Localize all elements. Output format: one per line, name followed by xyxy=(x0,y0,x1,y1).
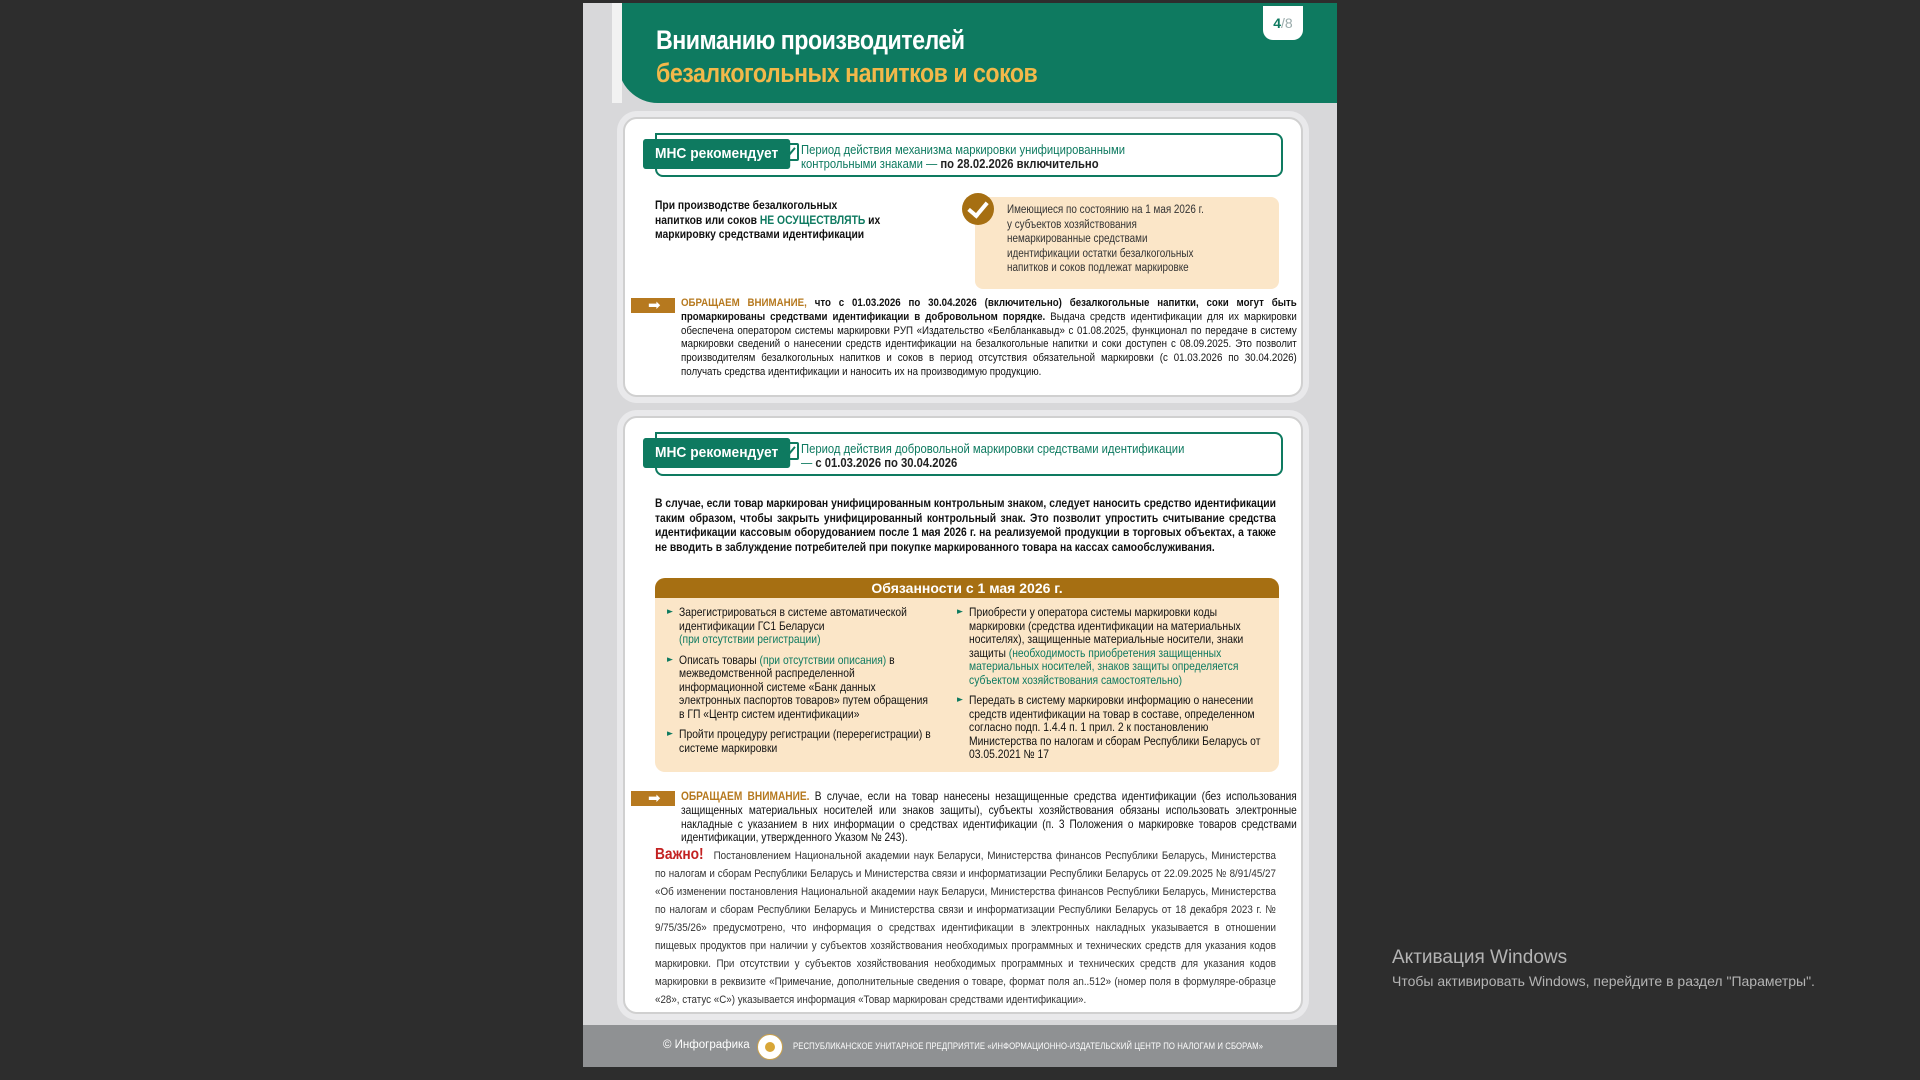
duty-text: Пройти процедуру регистрации (перерегистрации) в системе маркировки xyxy=(679,727,931,755)
attention-paragraph xyxy=(681,297,1297,380)
windows-activation-watermark xyxy=(1392,947,1815,989)
duty-text: Передать в систему маркировки информацию о нанесении средств идентификации на товар в составе, определенном согласно подп. 1.4.4 п. 1 прил. 2 к постановлению Министерства по налогам и сборам Республики Беларусь от 03.05.2021 № 17 xyxy=(969,693,1261,761)
duty-text: Зарегистрироваться в системе автоматической идентификации ГС1 Беларуси xyxy=(679,605,907,633)
duty-note: (необходимость приобретения защищенных материальных носителей, знаков защиты определяется субъектом хозяйствования самостоятельно) xyxy=(969,645,1239,687)
recommendation-text-main: Период действия добровольной маркировки средствами идентификации — xyxy=(801,442,1185,470)
footer-organization: РЕСПУБЛИКАНСКОЕ УНИТАРНОЕ ПРЕДПРИЯТИЕ «ИНФОРМАЦИОННО-ИЗДАТЕЛЬСКИЙ ЦЕНТР ПО НАЛОГАМ И СБОРАМ» xyxy=(793,1041,1264,1051)
attention-bold-text: что с 01.03.2026 по 30.04.2026 (включительно) безалкогольные напитки, соки могут быть промаркированы средствами идентификации в добровольном порядке. xyxy=(681,297,1297,323)
recommendation-text-date: с 01.03.2026 по 30.04.2026 xyxy=(815,456,958,470)
duty-note: (при отсутствии регистрации) xyxy=(679,632,821,646)
organization-logo-icon xyxy=(757,1034,783,1060)
checkbox-icon xyxy=(781,143,799,161)
attention-text: В случае, если на товар нанесены незащищенные средства идентификации (без использования защищенных материальных носителей или знаков защиты), субъекты хозяйствования обязаны использовать электронные накладные с указанием в них информации о средствах идентификации (п. 3 Положения о маркировке товаров средствами идентификации, утвержденного Указом № 243). xyxy=(681,789,1297,845)
attention-paragraph xyxy=(681,790,1297,845)
windows-activation-subtitle: Чтобы активировать Windows, перейдите в раздел "Параметры". xyxy=(1392,973,1815,989)
page-footer xyxy=(583,1025,1337,1067)
duty-item xyxy=(957,606,1262,687)
recommendation-text-date: по 28.02.2026 включительно xyxy=(940,157,1099,171)
page-total: /8 xyxy=(1281,15,1293,31)
page-number xyxy=(1263,6,1303,40)
recommendation-label: МНС рекомендует xyxy=(643,139,790,169)
duty-text: Описать товары xyxy=(679,652,760,667)
duties-left-column xyxy=(667,606,934,762)
checkbox-icon xyxy=(781,442,799,460)
duty-item xyxy=(667,606,934,647)
duty-text: Приобрести у оператора системы маркировки коды маркировки (средства идентификации на материальных носителях), защищенные материальные носители, знаки защиты xyxy=(969,605,1244,660)
arrow-right-icon xyxy=(631,298,675,313)
card-marking-period xyxy=(623,117,1303,397)
arrow-right-icon xyxy=(631,791,675,806)
attention-label: ОБРАЩАЕМ ВНИМАНИЕ, xyxy=(681,297,807,309)
duties-right-column xyxy=(957,606,1262,769)
page-title-line2: безалкогольных напитков и соков xyxy=(656,58,1038,88)
duty-item xyxy=(957,694,1262,762)
duty-note: (при отсутствии описания) xyxy=(759,652,887,667)
card-voluntary-marking xyxy=(623,416,1303,1014)
duty-item xyxy=(667,728,934,755)
footer-copyright: © Инфографика xyxy=(663,1039,750,1051)
check-circle-icon xyxy=(962,193,994,225)
important-paragraph xyxy=(655,846,1276,1008)
document-page xyxy=(583,3,1337,1067)
page-current: 4 xyxy=(1273,15,1282,31)
no-marking-highlight: НЕ ОСУЩЕСТВЛЯТЬ xyxy=(759,212,866,227)
duties-title: Обязанности с 1 мая 2026 г. xyxy=(655,578,1279,598)
duties-panel xyxy=(655,578,1279,772)
page-title-line1: Вниманию производителей xyxy=(656,25,965,55)
duty-tail: в межведомственной распределенной информационной системе «Банк данных электронных паспортов товаров» путем обращения в ГП «Центр систем идентификации» xyxy=(679,652,928,721)
recommendation-text xyxy=(801,442,1197,470)
duty-item xyxy=(667,654,934,722)
no-marking-note xyxy=(655,198,887,242)
intro-paragraph: В случае, если товар маркирован унифицированным контрольным знаком, следует наносить средство идентификации таким образом, чтобы закрыть унифицированный контрольный знак. Это позволит упростить считывание средства идентификации кассовым оборудованием после 1 мая 2026 г. на реализуемой продукции в торговых объектах, а также не вводить в заблуждение потребителей при покупке маркированного товара на кассах самообслуживания. xyxy=(655,496,1276,554)
stock-note-box xyxy=(975,197,1279,289)
important-text: Постановлением Национальной академии наук Беларуси, Министерства финансов Республики Беларусь, Министерства по налогам и сборам Республики Беларусь и Министерства связи и информатизации Республики Беларусь от 22.09.2025 № 8/91/45/27 «Об изменении постановления Национальной академии наук Беларуси, Министерства финансов Республики Беларусь, Министерства по налогам и сборам Республики Беларусь и Министерства связи и информатизации Республики Беларусь от 18 декабря 2023 г. № 9/75/35/26» предусмотрено, что информация о средствах идентификации в электронных накладных указывается в отношении пищевых продуктов при наличии у субъектов хозяйствования необходимых программных и технических средств для указания кодов маркировки. При отсутствии у субъектов хозяйствования необходимых программных и технических средств для указания кодов маркировки в реквизите «Примечание, дополнительные сведения о товаре, формат поля an..512» (номер поля в формуляре-образце «28», статус «С») указывается информация «Товар маркирован средствами идентификации». xyxy=(655,850,1276,1006)
recommendation-label: МНС рекомендует xyxy=(643,438,790,468)
attention-text: Выдача средств идентификации для их маркировки обеспечена оператором системы маркировки РУП «Издательство «Белбланкавыд» с 01.08.2025, функционал по передаче в систему маркировки сведений о нанесении средств идентификации на безалкогольные напитки и соки доступен с 08.09.2025. Это позволит производителям безалкогольных напитков и соков в период отсутствия обязательной маркировки (с 01.03.2026 по 30.04.2026) получать средства идентификации и наносить их на производимую продукцию. xyxy=(681,310,1297,378)
page-header xyxy=(618,3,1337,103)
important-label: Важно! xyxy=(655,846,704,863)
no-marking-pre: При производстве безалкогольных напитков или соков xyxy=(655,198,838,227)
attention-label: ОБРАЩАЕМ ВНИМАНИЕ. xyxy=(681,789,810,803)
recommendation-text xyxy=(801,143,1197,171)
windows-activation-title: Активация Windows xyxy=(1392,947,1568,968)
recommendation-text-main: Период действия механизма маркировки унифицированными контрольными знаками — xyxy=(801,143,1126,171)
stock-note-text: Имеющиеся по состоянию на 1 мая 2026 г. у субъектов хозяйствования немаркированные средствами идентификации остатки безалкогольных напитков и соков подлежат маркировке xyxy=(1007,204,1204,274)
no-marking-post: их маркировку средствами идентификации xyxy=(655,212,881,241)
